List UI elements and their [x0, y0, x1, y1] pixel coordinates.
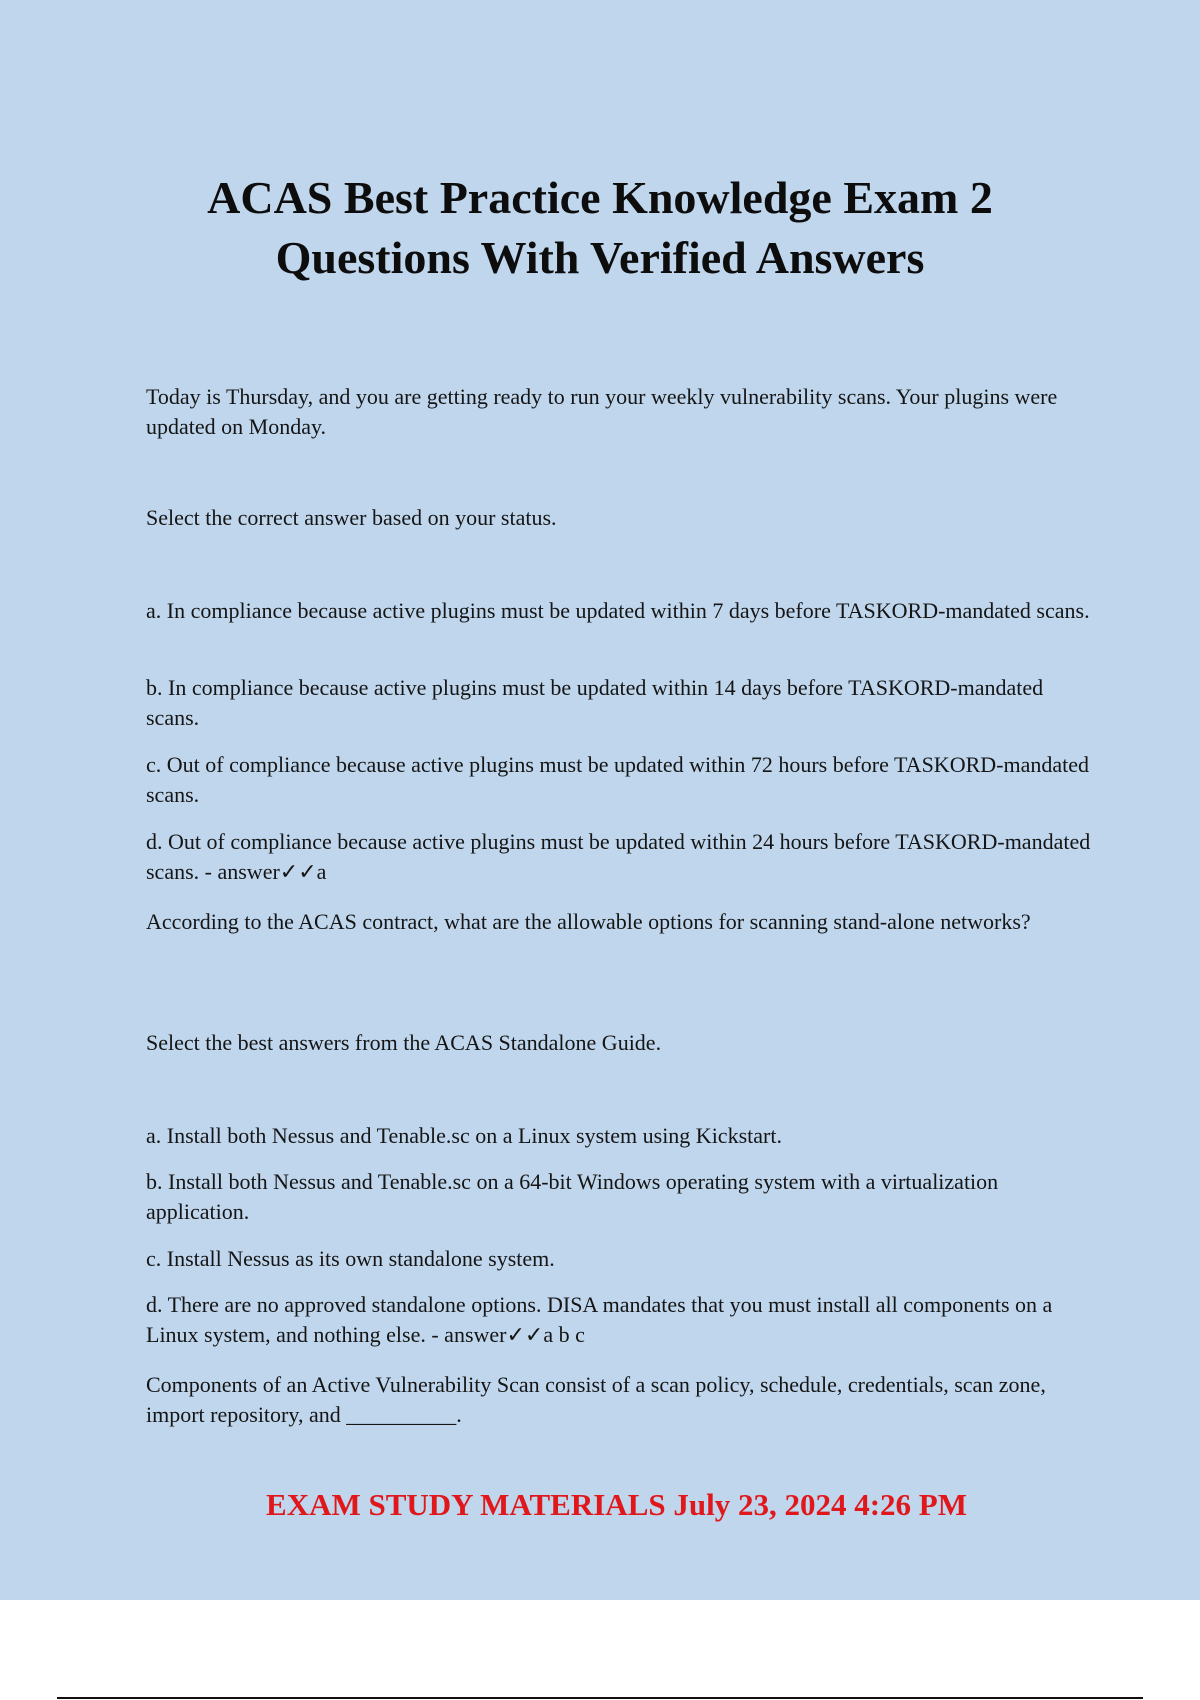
question-1-option-b: b. In compliance because active plugins must be updated within 14 days before TASKORD-mandated scans. — [146, 675, 1044, 730]
question-2-stem: According to the ACAS contract, what are the allowable options for scanning stand-alone networks? — [146, 909, 1031, 934]
question-2-option-c: c. Install Nessus as its own standalone system. — [146, 1246, 555, 1271]
question-1-stem: Today is Thursday, and you are getting ready to run your weekly vulnerability scans. Your plugins were updated on Monday. — [146, 384, 1058, 439]
question-2-option-a: a. Install both Nessus and Tenable.sc on a Linux system using Kickstart. — [146, 1123, 782, 1148]
document-title — [100, 168, 1100, 288]
document-title-line-1: ACAS Best Practice Knowledge Exam 2 — [207, 172, 993, 223]
footer-divider — [57, 1697, 1143, 1699]
question-3-stem: Components of an Active Vulnerability Scan consist of a scan policy, schedule, credentials, scan zone, import repository, and __________. — [146, 1372, 1046, 1427]
question-1-option-a: a. In compliance because active plugins must be updated within 7 days before TASKORD-mandated scans. — [146, 598, 1090, 623]
question-2-instruction: Select the best answers from the ACAS Standalone Guide. — [146, 1030, 662, 1055]
document-title-line-2: Questions With Verified Answers — [275, 232, 925, 283]
question-1-option-c: c. Out of compliance because active plugins must be updated within 72 hours before TASKORD-mandated scans. — [146, 752, 1089, 807]
question-1-instruction: Select the correct answer based on your status. — [146, 505, 557, 530]
question-2-option-b: b. Install both Nessus and Tenable.sc on a 64-bit Windows operating system with a virtualization application. — [146, 1169, 999, 1224]
question-1-option-d-answer: d. Out of compliance because active plugins must be updated within 24 hours before TASKORD-mandated scans. - answer✓✓a — [146, 829, 1091, 884]
question-2-option-d-answer: d. There are no approved standalone options. DISA mandates that you must install all components on a Linux system, and nothing else. - answer✓✓a b c — [146, 1292, 1053, 1347]
study-materials-banner: EXAM STUDY MATERIALS July 23, 2024 4:26 PM — [266, 1487, 967, 1522]
